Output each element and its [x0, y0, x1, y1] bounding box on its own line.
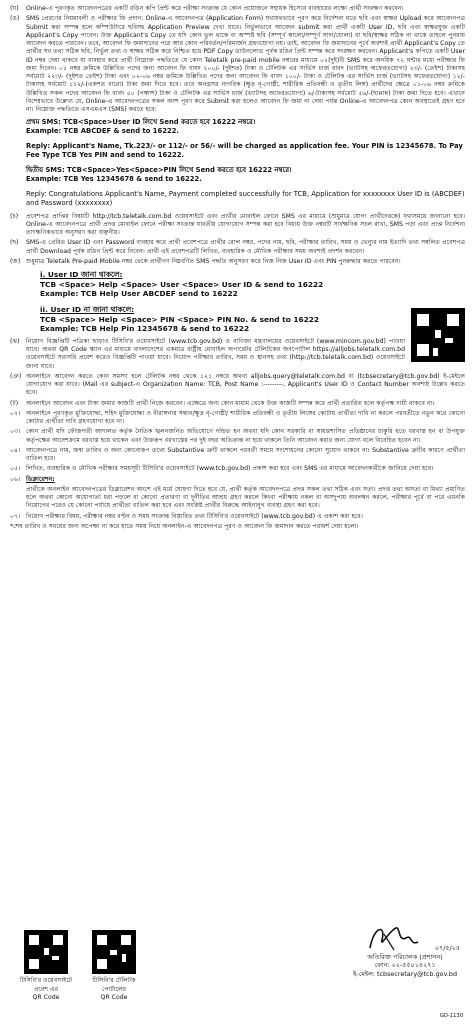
item-number: (ট) [10, 399, 19, 407]
item-number [10, 486, 26, 511]
item-03 [10, 428, 465, 445]
item-text: ডিক্লারেশন: [26, 475, 55, 483]
item-text: আবেদনপত্রে নাম, জন্ম তারিখ ও অন্য কোনোরূপ তথ্যে Substantive ত্রুটি থাকলে পরবর্তী সময়ে সংশোধনের কোনো সুযোগ থাকবে না। Substantive ত্রুটির কারণে প্রার্থীতা বাতিল হবে। [26, 446, 465, 462]
teletalk-portal-qr [86, 930, 142, 1002]
signatory-designation: অতিরিক্ত পরিচালক (প্রশাসন) [367, 952, 443, 961]
qr1-label-line1: টিসিবি'র ওয়েবসাইটে [19, 977, 73, 985]
qr2-label-line3: QR Code [100, 993, 128, 1001]
item-04 [10, 447, 465, 464]
item-text: অনলাইনে আবেদন এবং টাকা জমার কাজটি প্রার্থী নিজে করবেন। এক্ষেত্রে অন্য কোন মাধ্যম থেকে উক্ত কাজটি সম্পন্ন করে প্রার্থী প্রতারিত হলে কর্তৃপক্ষ দায়ী থাকবে না। [26, 399, 435, 407]
item-text: প্রবেশপত্র প্রাপ্তির বিষয়টি http://tcb.teletalk.com.bd ওয়েবসাইটে এবং প্রার্থীর মোবাইল ফোনে SMS এর মাধ্যমে (শুধুমাত্র যোগ্য প্রার্থীদেরকে) যথাসময়ে জানানো হবে। Online-এ আবেদনপত্রে প্রার্থী প্রদত্ত মোবাইল ফোনে পরীক্ষা সংক্রান্ত যাবতীয় যোগাযোগ সম্পন্ন করা হবে বিধায় উক্ত নম্বরটি সার্বক্ষণিক সচল রাখা, SMS পড়া এবং প্রাপ্ত নির্দেশনা তাৎক্ষণিকভাবে অনুসরণ করা বাঞ্ছনীয়। [26, 212, 465, 236]
item-number: ০৭। [10, 512, 21, 520]
second-sms-title: দ্বিতীয় SMS: TCB<Space>Yes<Space>PIN লিখে Send করতে হবে 16222 নম্বরে। [26, 166, 292, 175]
item-chha [10, 239, 465, 256]
item-text: শুধুমাত্র Teletalk Pre-paid Mobile নম্বর থেকে প্রার্থীগণ নিম্নবর্ণিত SMS পদ্ধতি অনুসরণ করে নিজ নিজ User ID এবং PIN পুনরুদ্ধার করতে পারবেন। [26, 257, 401, 265]
tcb-website-qr [18, 930, 74, 1002]
document-code: GD-1130 [439, 1013, 463, 1020]
item-number: ০৪। [10, 446, 21, 454]
signature-date: ০৭/৫/২৫ [434, 944, 460, 952]
item-gha [10, 5, 465, 13]
recovery-i-heading: i. User ID জানা থাকলে: [40, 270, 123, 279]
recovery-ii-line2: Example: TCB Help Pin 12345678 & send to 16222 [40, 324, 250, 334]
qr2-label-line1: টিসিবি'র টেলিটক [92, 977, 136, 985]
item-number: (ঝ) [10, 337, 20, 345]
qr-code-icon [24, 930, 68, 974]
item-nya [10, 373, 465, 398]
signatory-email: ই-মেইল: tcbsecretary@tcb.gov.bd [352, 969, 458, 978]
item-text: লিখিত, ব্যবহারিক ও মৌখিক পরীক্ষার সময়সূচী টিসিবি'র ওয়েবসাইটে (www.tcb.gov.bd) প্রকাশ করা হবে এবং SMS এর মাধ্যমে আবেদনকারীকে জানিয়ে দেয়া হবে। [26, 465, 434, 473]
item-text: নিয়োগ বিজ্ঞপ্তিটি পত্রিকা ছাড়াও টিসিবি'র ওয়েবসাইটে (www.tcb.gov.bd) ও বাণিজ্য মন্ত্রণালয়ের ওয়েবসাইটে (www.mincom.gov.bd) পাওয়া যাবে। অথবা QR Code স্ক্যান এর মাধ্যমে বাংলাদেশের একমাত্র রাষ্ট্রীয় মোবাইল অপারেটর টেলিটকের জবপোর্টাল https://alljobs.teletalk.com.bd ওয়েবসাইটে সরাসরি প্রবেশ করেও বিজ্ঞপ্তিটি পাওয়া যাবে। নিয়োগ পরীক্ষার তারিখ, সময় ও স্থানসহ তথ্য (http://tcb.teletalk.com.bd) ওয়েবসাইটে জানা যাবে। [26, 337, 405, 370]
item-06 [10, 476, 465, 484]
item-cha [10, 213, 465, 238]
item-ta [10, 400, 465, 408]
item-number: (জ) [10, 257, 21, 265]
item-number: ০৫। [10, 465, 21, 473]
qr-code-icon [92, 930, 136, 974]
qr-code-icon [411, 308, 465, 362]
item-number: (ঞ) [10, 372, 22, 380]
recovery-i-line2: Example: TCB Help User ABCDEF send to 16222 [40, 289, 238, 299]
item-text: অনলাইনে আবেদন করতে কোন সমস্যা হলে টেলিটক নম্বর থেকে ১২১ নম্বরে অথবা alljobs.query@teletalk.com.bd বা (tcbsecretary@tcb.gov.bd) ই-মেইলে যোগাযোগ করা যাবে। (Mail এর subject-এ Organization Name: TCB, Post Name :---------, Applicant's User ID ও Contact Number অবশ্যই উল্লেখ করতে হবে। [26, 372, 465, 397]
reply-two: Reply: Congratulations Applicant's Name, Payment completed successfully for TCB, Application for xxxxxxxx User ID is (ABCDEF) and Password (xxxxxxxx) [26, 190, 465, 208]
item-jha [10, 338, 465, 371]
item-text: SMS-এ প্রেরিত User ID এবং Password ব্যবহার করে প্রার্থী প্রবেশপত্রে প্রার্থীর রোল নম্বর, পদের নাম, ছবি, পরীক্ষার তারিখ, সময় ও ভেন্যুর নাম ইত্যাদি তথ্য সম্বলিত প্রবেশপত্র প্রার্থী Download পূর্বক রঙিন প্রিন্ট করে নিবেন। প্রার্থী এই প্রবেশপত্রটি লিখিত, ব্যবহারিক ও মৌখিক পরীক্ষার সময় অবশ্যই প্রদর্শন করবেন। [26, 239, 465, 255]
closing-note: *শেষ তারিখ ও সময়ের জন্য অপেক্ষা না করে হাতে সময় নিয়ে অনলাইন-এ আবেদনপত্র পূরণ ও আবেদন ফি জমাদান করতে পরামর্শ দেয়া হলো। [10, 522, 359, 530]
sms-instructions [26, 118, 465, 208]
declaration-text [10, 486, 465, 511]
item-number: (ঘ) [10, 5, 19, 12]
item-07 [10, 513, 465, 521]
item-text: প্রার্থীকে অনলাইন আবেদনপত্রের ডিক্লারেশন অংশে এই মর্মে ঘোষণা দিতে হবে যে, প্রার্থী কর্তৃক আবেদনপত্রে প্রদত্ত সকল তথ্য সঠিক এবং সত্য। প্রদত্ত তথ্য অসত্য বা মিথ্যা প্রমাণিত হলে অথবা কোনো অযোগ্যতা ধরা পড়লে বা কোনো প্রতারণা বা দুর্নীতির আশ্রয় গ্রহণ করলে কিংবা পরীক্ষায় নকল বা অসদুপায় অবলম্বন করলে, পরীক্ষার পূর্বে বা পরে এমনকি নিয়োগের পরেও যে কোনো পর্যায়ে প্রার্থীতা বাতিল করা হবে এবং সংশ্লিষ্ট প্রার্থীর বিরুদ্ধে আইনানুগ ব্যবস্থা গ্রহণ করা হবে। [26, 485, 465, 510]
item-number: ০৬। [10, 475, 21, 483]
item-umo [10, 15, 465, 114]
first-sms-title: প্রথম SMS: TCB<Space>User ID লিখে Send করতে হবে 16222 নম্বরে। [26, 118, 256, 127]
item-number: (ছ) [10, 239, 19, 247]
recovery-instructions [40, 270, 465, 334]
item-number: (ঙ) [10, 15, 20, 23]
recovery-ii-heading: ii. User ID না জানা থাকলে: [40, 304, 135, 314]
item-number: ০৩। [10, 428, 21, 436]
second-sms-example: Example: TCB Yes 12345678 & send to 16222. [26, 175, 202, 184]
qr2-label-line2: পোর্টালের [101, 985, 127, 993]
item-text: SMS প্রেরণের নিয়মাবলী ও পরীক্ষার ফি প্রদান: Online-এ আবেদনপত্র (Application Form) যথাযথভাবে পূরণ করে নির্দেশনা মতে ছবি এবং স্বাক্ষর Upload করে আবেদনপত্র Submit করা সম্পন্ন হলে কম্পিউটারে ছবিসহ Application Preview দেখা যাবে। নির্ভুলভাবে আবেদন submit করা প্রার্থী একটি User ID, ছবি এবং স্বাক্ষরযুক্ত একটি Applicant's Copy পাবেন। উক্ত Applicant's Copy তে যদি কোন ভুল থাকে বা অস্পষ্ট ছবি (সম্পূর্ণ কালো/সম্পূর্ণ সাদা/ঘোলা) বা ছবি/স্বাক্ষর সঠিক না থাকে তাহলে পুনরায় আবেদন করতে পারবেন। তবে, আবেদন ফি জমাদানের পরে আর কোন পরিবর্তন/পরিমার্জন গ্রহণযোগ্য নয়। তাই, আবেদন ফি জমাদানের পূর্বে অবশ্যই প্রার্থী Applicant's Copy তে প্রার্থীর সব তথ্য সঠিক ছবি, নির্ভুল তথ্য ও স্বাক্ষর সঠিক করে নিশ্চিত হয়ে PDF Copy ডাউনলোড পূর্বক রঙিন প্রিন্ট সম্পন্ন করে সংরক্ষণ করবেন। Applicant's কপিতে একটি User ID নম্বর দেয়া থাকবে যা ব্যবহার করে প্রার্থী নিম্নোক্ত পদ্ধতিতে যে কোন Teletalk pre-paid mobile নম্বরের মাধ্যমে ০২(দুই)টি SMS করে অনধিক ৭২ ঘন্টার মধ্যে পরীক্ষার ফি জমা দিবেন। ০১ নম্বর ক্রমিকে উল্লিখিত পদের জন্য আবেদন ফি বাবদ ২০০/- (দুইশত) টাকা ও টেলিটক এর সার্ভিস চার্জ বাবদ (ভ্যাটসহ অফেরতযোগ্য) ২৩/- (তেইশ) টাকাসহ সর্বমোট ২২৩/- (দুইশত তেইশ) টাকা এবং ০২-০৬ নম্বর ক্রমিকে উল্লিখিত পদের জন্য আবেদন ফি বাবদ ১০০/- টাকা ও টেলিটক এর সার্ভিস চার্জ (ভ্যাটসহ অফেরতযোগ্য) ১২/- টাকাসহ সর্বমোট ১১২/-(একশত বারো) টাকা জমা দিতে হবে। তবে অনগ্রসর নাগরিক (ক্ষুদ্র নৃ-গোষ্ঠী, শারীরিক প্রতিবন্ধী ও তৃতীয় লিঙ্গ) প্রার্থীদের ক্ষেত্রে ০১-০৬ নম্বর ক্রমিকে উল্লিখিত সকল পদের আবেদন ফি বাবদ ৫০ (পঞ্চাশ) টাকা ও টেলিটক এর সার্ভিস চার্জ (ভ্যাটসহ অফেরতযোগ্য) ৬/-টাকাসহ সর্বমোট ৫৬/-(ছাপ্পান্ন) টাকা জমা দিতে হবে। এখানে বিশেষভাবে উল্লেখ্য যে, Online-এ আবেদনপত্রের সকল অংশ পূরণ করে Submit করা হলেও আবেদন ফি জমা না দেয়া পর্যন্ত Online-এ আবেদনপত্র কোন অবস্থাতেই গ্রহণ হবে না। নিম্নোক্ত পদ্ধতিতে এসএমএস (SMS) করতে হবে: [26, 15, 465, 113]
item-text: কোন প্রার্থী যদি ফৌজদারী আদালত কর্তৃক নৈতিক স্খলনজনিত অভিযোগে দন্ডিত হন অথবা যদি কোন সরকারি বা স্বায়ত্তশাসিত প্রতিষ্ঠানের চাকুরি হতে বরখাস্ত হন বা উপযুক্ত কর্তৃপক্ষের আদেশক্রমে বরখাস্ত হয়ে থাকেন এবং উক্তরূপ বরখাস্তের পর দুই বছর অতিক্রান্ত না হয়ে থাকলে তিনি আবেদন করার জন্য যোগ্য বলে বিবেচিত হবেন না। [26, 428, 465, 444]
qr1-label-line3: QR Code [32, 993, 60, 1001]
item-02 [10, 410, 465, 427]
recovery-ii-line1: TCB <Space> Help <Space> PIN <Space> PIN No. & send to 16222 [40, 314, 320, 324]
first-sms-example: Example: TCB ABCDEF & send to 16222. [26, 127, 180, 136]
item-number: (চ) [10, 212, 19, 220]
item-number: ০২। [10, 409, 21, 417]
item-text: Online-এ পূরণকৃত আবেদনপত্রের একটি রঙিন কপি প্রিন্ট করে পরীক্ষা সংক্রান্ত যে কোন প্রয়োজনে সহায়ক হিসেবে ব্যবহারের লক্ষ্যে প্রার্থী সংরক্ষণ করবেন। [26, 5, 404, 12]
reply-one: Reply: Applicant's Name, Tk.223/- or 112/- or 56/- will be charged as application fee. Your PIN is 12345678. To Pay Fee Type TCB Yes PIN and send to 16222. [26, 142, 463, 160]
signatory-phone: ফোন: ০২-৫৫০১৪২৭১ [374, 961, 436, 970]
item-text: অনলাইনে পূরণকৃত মুক্তিযোদ্ধা, শহিদ মুক্তিযোদ্ধা ও বীরাঙ্গনার সন্তান/ক্ষুদ্র নৃ-গোষ্ঠী/ শারীরিক প্রতিবন্ধী ও তৃতীয় লিঙ্গের কোটায় প্রার্থীতা দাবি না করলে পরবর্তীতে নতুন করে কোনো কোটার প্রার্থীতা দাবি গ্রহণযোগ্য হবে না। [26, 409, 465, 425]
signature-block [330, 920, 475, 978]
qr1-label-line2: প্রবেশ এর [33, 985, 59, 993]
recovery-i-line1: TCB <Space> Help <Space> User <Space> User ID & send to 16222 [40, 279, 324, 289]
item-text: নিয়োগ পরীক্ষার বিষয়, পরীক্ষার নম্বর বণ্টন ও সময় সংক্রান্ত বিস্তারিত তথ্য টিসিবি'র ওয়েবসাইটে (www.tcb.gov.bd) এ প্রকাশ করা হবে। [26, 512, 364, 520]
item-05 [10, 465, 465, 473]
footer [10, 920, 465, 1024]
item-ja [10, 258, 465, 266]
